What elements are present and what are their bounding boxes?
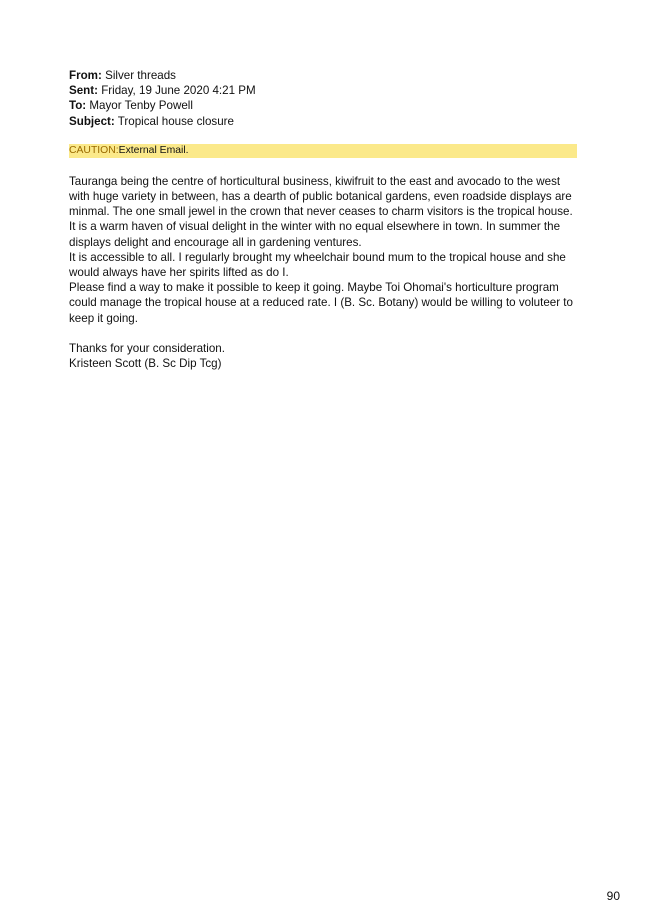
body-paragraph-2: It is accessible to all. I regularly brought my wheelchair bound mum to the tropical house and she would always have her spirits lifted as do I. xyxy=(69,250,566,280)
caution-label: CAUTION: xyxy=(69,144,119,156)
body-paragraph-1: Tauranga being the centre of horticultural business, kiwifruit to the east and avocado to the west with huge variety in between, has a dearth of public botanical gardens, even roadside displays are minmal. The one small jewel in the crown that never ceases to charm visitors is the tropical house. It is a warm haven of visual delight in the winter with no equal elsewhere in town. In summer the displays delight and encourage all in gardening ventures. xyxy=(69,174,573,249)
email-content xyxy=(69,68,579,371)
to-line xyxy=(69,98,579,113)
from-line xyxy=(69,68,579,83)
subject-value: Tropical house closure xyxy=(114,114,234,128)
subject-line xyxy=(69,114,579,129)
signature-line: Kristeen Scott (B. Sc Dip Tcg) xyxy=(69,357,222,371)
to-value: Mayor Tenby Powell xyxy=(86,99,193,113)
body-paragraph-3: Please find a way to make it possible to keep it going. Maybe Toi Ohomai's horticulture program could manage the tropical house at a reduced rate. I (B. Sc. Botany) would be willing to voluteer to keep it going. xyxy=(69,281,573,325)
sent-value: Friday, 19 June 2020 4:21 PM xyxy=(97,84,256,98)
to-label: To: xyxy=(69,99,87,113)
email-body xyxy=(69,174,579,372)
subject-label: Subject: xyxy=(69,114,115,128)
page-number: 90 xyxy=(606,889,620,903)
from-value: Silver threads xyxy=(101,69,176,82)
caution-banner xyxy=(69,144,577,158)
paragraph-spacer xyxy=(69,326,579,341)
from-label: From: xyxy=(69,69,102,82)
closing-line: Thanks for your consideration. xyxy=(69,342,225,356)
caution-text: External Email. xyxy=(118,144,189,156)
sent-label: Sent: xyxy=(69,84,98,98)
sent-line xyxy=(69,83,579,98)
